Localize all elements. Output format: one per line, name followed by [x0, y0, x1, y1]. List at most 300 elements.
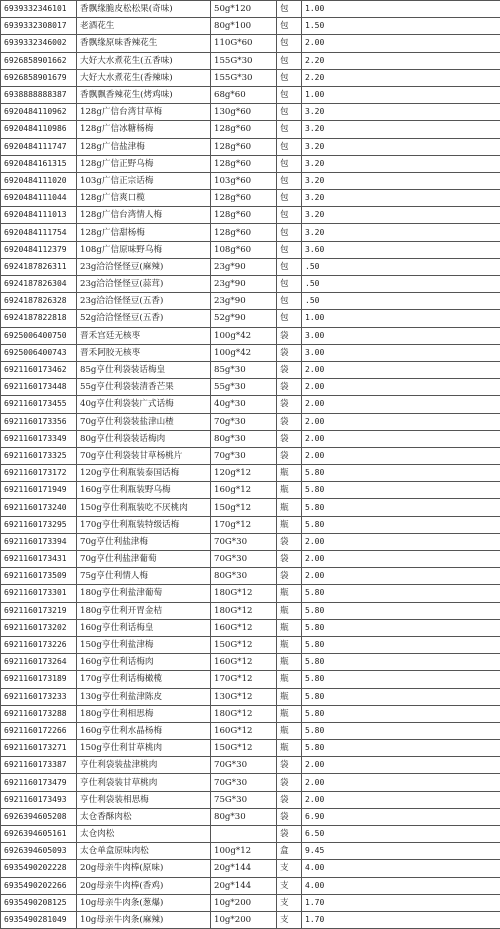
spec-cell: 128g*60: [211, 138, 277, 155]
unit-cell: 支: [277, 911, 302, 928]
unit-cell: 瓶: [277, 722, 302, 739]
unit-cell: 包: [277, 172, 302, 189]
unit-cell: 包: [277, 276, 302, 293]
price-cell: 2.20: [302, 69, 500, 86]
spec-cell: 128g*60: [211, 121, 277, 138]
spec-cell: 55g*30: [211, 379, 277, 396]
price-cell: 3.20: [302, 172, 500, 189]
unit-cell: 袋: [277, 791, 302, 808]
unit-cell: 支: [277, 894, 302, 911]
barcode-cell: 6920484111013: [1, 207, 77, 224]
spec-cell: [211, 826, 277, 843]
table-row: [1, 327, 500, 344]
price-cell: 2.00: [302, 774, 500, 791]
spec-cell: 150g*12: [211, 499, 277, 516]
product-name-cell: 170g亨仕利话梅橄榄: [77, 671, 211, 688]
spec-cell: 103g*60: [211, 172, 277, 189]
spec-cell: 150G*12: [211, 636, 277, 653]
price-cell: 2.00: [302, 568, 500, 585]
spec-cell: 80g*30: [211, 430, 277, 447]
table-row: [1, 413, 500, 430]
product-name-cell: 180g亨仕利相思梅: [77, 705, 211, 722]
barcode-cell: 6924187826311: [1, 258, 77, 275]
product-name-cell: 75g亨仕利情人梅: [77, 568, 211, 585]
table-row: [1, 671, 500, 688]
barcode-cell: 6920484111747: [1, 138, 77, 155]
table-row: [1, 35, 500, 52]
spec-cell: 170G*12: [211, 671, 277, 688]
product-name-cell: 10g母亲牛肉条(葱爆): [77, 894, 211, 911]
product-name-cell: 150g亨仕利瓶装吃不厌桃肉: [77, 499, 211, 516]
price-cell: .50: [302, 276, 500, 293]
spec-cell: 180G*12: [211, 705, 277, 722]
unit-cell: 瓶: [277, 465, 302, 482]
table-row: [1, 757, 500, 774]
spec-cell: 128g*60: [211, 190, 277, 207]
table-row: [1, 18, 500, 35]
barcode-cell: 6921160173202: [1, 619, 77, 636]
barcode-cell: 6921160172266: [1, 722, 77, 739]
product-name-cell: 103g广信正宗话梅: [77, 172, 211, 189]
barcode-cell: 6921160173226: [1, 636, 77, 653]
table-row: [1, 877, 500, 894]
barcode-cell: 6921160173479: [1, 774, 77, 791]
spec-cell: 85g*30: [211, 361, 277, 378]
price-cell: 2.00: [302, 757, 500, 774]
product-name-cell: 108g广信原味野乌梅: [77, 241, 211, 258]
unit-cell: 袋: [277, 568, 302, 585]
table-row: [1, 911, 500, 928]
price-cell: 3.20: [302, 138, 500, 155]
price-cell: 6.50: [302, 826, 500, 843]
unit-cell: 包: [277, 121, 302, 138]
product-name-cell: 150g亨仕利盐津梅: [77, 636, 211, 653]
barcode-cell: 6921160173264: [1, 654, 77, 671]
spec-cell: 40g*30: [211, 396, 277, 413]
product-name-cell: 160g亨仕利话梅肉: [77, 654, 211, 671]
price-cell: .50: [302, 258, 500, 275]
unit-cell: 包: [277, 52, 302, 69]
product-name-cell: 70g亨仕利盐津葡萄: [77, 551, 211, 568]
product-name-cell: 20g母亲牛肉棒(香鸡): [77, 877, 211, 894]
price-cell: 5.80: [302, 619, 500, 636]
product-name-cell: 太仓单盒原味肉松: [77, 843, 211, 860]
table-row: [1, 654, 500, 671]
price-cell: 2.00: [302, 396, 500, 413]
product-name-cell: 128g广信爽口榄: [77, 190, 211, 207]
product-name-cell: 128g广信台湾甘草梅: [77, 104, 211, 121]
barcode-cell: 6924187826328: [1, 293, 77, 310]
price-cell: 5.80: [302, 499, 500, 516]
table-row: [1, 207, 500, 224]
table-row: [1, 258, 500, 275]
spec-cell: 10g*200: [211, 911, 277, 928]
unit-cell: 袋: [277, 551, 302, 568]
spec-cell: 68g*60: [211, 86, 277, 103]
spec-cell: 155G*30: [211, 69, 277, 86]
spec-cell: 70G*30: [211, 774, 277, 791]
barcode-cell: 6920484111044: [1, 190, 77, 207]
product-name-cell: 128g广信台湾情人梅: [77, 207, 211, 224]
unit-cell: 支: [277, 860, 302, 877]
spec-cell: 10g*200: [211, 894, 277, 911]
price-cell: .50: [302, 293, 500, 310]
spec-cell: 120g*12: [211, 465, 277, 482]
spec-cell: 128g*60: [211, 224, 277, 241]
price-cell: 2.20: [302, 52, 500, 69]
barcode-cell: 6921160173288: [1, 705, 77, 722]
barcode-cell: 6935490281049: [1, 911, 77, 928]
table-row: [1, 894, 500, 911]
table-row: [1, 791, 500, 808]
barcode-cell: 6921160173219: [1, 602, 77, 619]
unit-cell: 包: [277, 86, 302, 103]
unit-cell: 包: [277, 258, 302, 275]
price-cell: 2.00: [302, 551, 500, 568]
product-name-cell: 23g洽洽怪怪豆(五香): [77, 293, 211, 310]
table-row: [1, 774, 500, 791]
price-cell: 9.45: [302, 843, 500, 860]
product-name-cell: 香飘飘香辣花生(烤鸡味): [77, 86, 211, 103]
barcode-cell: 6921160173493: [1, 791, 77, 808]
barcode-cell: 6926858901679: [1, 69, 77, 86]
barcode-cell: 6925006400743: [1, 344, 77, 361]
price-cell: 3.00: [302, 327, 500, 344]
barcode-cell: 6921160173172: [1, 465, 77, 482]
barcode-cell: 6921160173394: [1, 533, 77, 550]
table-row: [1, 224, 500, 241]
product-name-cell: 180g亨仕利盐津葡萄: [77, 585, 211, 602]
spec-cell: 70G*30: [211, 757, 277, 774]
price-cell: 2.00: [302, 430, 500, 447]
unit-cell: 包: [277, 18, 302, 35]
product-name-cell: 52g洽洽怪怪豆(五香): [77, 310, 211, 327]
spec-cell: 160g*12: [211, 482, 277, 499]
table-row: [1, 499, 500, 516]
spec-cell: 50g*120: [211, 1, 277, 18]
product-name-cell: 130g亨仕利盐津陈皮: [77, 688, 211, 705]
product-name-cell: 120g亨仕利瓶装泰国话梅: [77, 465, 211, 482]
product-name-cell: 55g亨仕利袋装清香芒果: [77, 379, 211, 396]
barcode-cell: 6920484161315: [1, 155, 77, 172]
spec-cell: 180G*12: [211, 602, 277, 619]
spec-cell: 160G*12: [211, 654, 277, 671]
spec-cell: 100g*42: [211, 327, 277, 344]
price-cell: 4.00: [302, 860, 500, 877]
barcode-cell: 6935490208125: [1, 894, 77, 911]
price-cell: 6.90: [302, 808, 500, 825]
product-name-cell: 160g亨仕利水晶杨梅: [77, 722, 211, 739]
unit-cell: 支: [277, 877, 302, 894]
product-name-cell: 128g广信正野乌梅: [77, 155, 211, 172]
unit-cell: 袋: [277, 327, 302, 344]
spec-cell: 23g*90: [211, 276, 277, 293]
spec-cell: 150G*12: [211, 740, 277, 757]
unit-cell: 包: [277, 155, 302, 172]
price-cell: 2.00: [302, 413, 500, 430]
table-row: [1, 69, 500, 86]
unit-cell: 包: [277, 241, 302, 258]
spec-cell: 70G*30: [211, 533, 277, 550]
spec-cell: 80g*100: [211, 18, 277, 35]
spec-cell: 52g*90: [211, 310, 277, 327]
price-cell: 3.20: [302, 190, 500, 207]
spec-cell: 20g*144: [211, 877, 277, 894]
unit-cell: 瓶: [277, 705, 302, 722]
table-row: [1, 619, 500, 636]
unit-cell: 包: [277, 1, 302, 18]
price-cell: 3.00: [302, 344, 500, 361]
barcode-cell: 6921160173271: [1, 740, 77, 757]
table-row: [1, 1, 500, 18]
table-row: [1, 430, 500, 447]
barcode-cell: 6921160173233: [1, 688, 77, 705]
table-row: [1, 121, 500, 138]
unit-cell: 包: [277, 224, 302, 241]
product-name-cell: 大好大水煮花生(五香味): [77, 52, 211, 69]
table-row: [1, 688, 500, 705]
table-row: [1, 104, 500, 121]
product-name-cell: 70g亨仕利盐津梅: [77, 533, 211, 550]
unit-cell: 瓶: [277, 585, 302, 602]
spec-cell: 70G*30: [211, 551, 277, 568]
barcode-cell: 6924187822818: [1, 310, 77, 327]
unit-cell: 瓶: [277, 499, 302, 516]
barcode-cell: 6926858901662: [1, 52, 77, 69]
product-name-cell: 23g洽洽怪怪豆(麻辣): [77, 258, 211, 275]
product-name-cell: 150g亨仕利甘草桃肉: [77, 740, 211, 757]
spec-cell: 23g*90: [211, 293, 277, 310]
price-cell: 1.00: [302, 1, 500, 18]
barcode-cell: 6920484110962: [1, 104, 77, 121]
unit-cell: 包: [277, 35, 302, 52]
unit-cell: 袋: [277, 757, 302, 774]
table-row: [1, 52, 500, 69]
unit-cell: 瓶: [277, 740, 302, 757]
spec-cell: 170g*12: [211, 516, 277, 533]
unit-cell: 包: [277, 310, 302, 327]
table-row: [1, 808, 500, 825]
table-row: [1, 276, 500, 293]
table-row: [1, 533, 500, 550]
unit-cell: 盒: [277, 843, 302, 860]
price-cell: 2.00: [302, 791, 500, 808]
unit-cell: 袋: [277, 447, 302, 464]
spec-cell: 23g*90: [211, 258, 277, 275]
price-cell: 5.80: [302, 722, 500, 739]
unit-cell: 瓶: [277, 636, 302, 653]
price-cell: 2.00: [302, 379, 500, 396]
unit-cell: 袋: [277, 826, 302, 843]
unit-cell: 袋: [277, 808, 302, 825]
table-row: [1, 705, 500, 722]
product-name-cell: 晋禾宫廷无核枣: [77, 327, 211, 344]
spec-cell: 180G*12: [211, 585, 277, 602]
price-cell: 3.20: [302, 104, 500, 121]
spec-cell: 160G*12: [211, 619, 277, 636]
unit-cell: 包: [277, 104, 302, 121]
barcode-cell: 6924187826304: [1, 276, 77, 293]
barcode-cell: 6925006400750: [1, 327, 77, 344]
barcode-cell: 6938888888387: [1, 86, 77, 103]
table-row: [1, 172, 500, 189]
price-cell: 1.70: [302, 911, 500, 928]
unit-cell: 瓶: [277, 654, 302, 671]
price-cell: 3.20: [302, 207, 500, 224]
barcode-cell: 6921160173325: [1, 447, 77, 464]
table-row: [1, 516, 500, 533]
table-row: [1, 826, 500, 843]
barcode-cell: 6921160173356: [1, 413, 77, 430]
barcode-cell: 6935490202228: [1, 860, 77, 877]
table-row: [1, 465, 500, 482]
spec-cell: 20g*144: [211, 860, 277, 877]
unit-cell: 袋: [277, 774, 302, 791]
product-name-cell: 128g广信甜杨梅: [77, 224, 211, 241]
barcode-cell: 6920484111020: [1, 172, 77, 189]
unit-cell: 瓶: [277, 671, 302, 688]
spec-cell: 128g*60: [211, 207, 277, 224]
unit-cell: 包: [277, 293, 302, 310]
unit-cell: 包: [277, 69, 302, 86]
barcode-cell: 6921160173462: [1, 361, 77, 378]
spec-cell: 100g*12: [211, 843, 277, 860]
price-cell: 2.00: [302, 361, 500, 378]
product-name-cell: 老酒花生: [77, 18, 211, 35]
barcode-cell: 6926394605208: [1, 808, 77, 825]
unit-cell: 袋: [277, 430, 302, 447]
price-cell: 2.00: [302, 533, 500, 550]
unit-cell: 瓶: [277, 482, 302, 499]
barcode-cell: 6921160171949: [1, 482, 77, 499]
product-name-cell: 香飘缘原味香辣花生: [77, 35, 211, 52]
unit-cell: 袋: [277, 533, 302, 550]
product-name-cell: 太仓肉松: [77, 826, 211, 843]
table-row: [1, 568, 500, 585]
product-name-cell: 180g亨仕利开胃金桔: [77, 602, 211, 619]
barcode-cell: 6920484112379: [1, 241, 77, 258]
product-name-cell: 晋禾阿胶无核枣: [77, 344, 211, 361]
barcode-cell: 6920484110986: [1, 121, 77, 138]
product-name-cell: 80g亨仕利袋装话梅肉: [77, 430, 211, 447]
unit-cell: 瓶: [277, 602, 302, 619]
spec-cell: 80g*30: [211, 808, 277, 825]
price-cell: 3.20: [302, 224, 500, 241]
spec-cell: 108g*60: [211, 241, 277, 258]
price-cell: 5.80: [302, 654, 500, 671]
spec-cell: 160G*12: [211, 722, 277, 739]
price-cell: 5.80: [302, 688, 500, 705]
table-row: [1, 843, 500, 860]
table-row: [1, 344, 500, 361]
price-cell: 5.80: [302, 636, 500, 653]
price-cell: 5.80: [302, 740, 500, 757]
table-row: [1, 602, 500, 619]
price-cell: 5.80: [302, 465, 500, 482]
price-cell: 5.80: [302, 602, 500, 619]
price-cell: 5.80: [302, 482, 500, 499]
table-row: [1, 155, 500, 172]
product-name-cell: 亨仕利袋装甘草桃肉: [77, 774, 211, 791]
unit-cell: 瓶: [277, 619, 302, 636]
barcode-cell: 6935490202266: [1, 877, 77, 894]
table-row: [1, 361, 500, 378]
table-row: [1, 585, 500, 602]
spec-cell: 100g*42: [211, 344, 277, 361]
table-row: [1, 241, 500, 258]
product-name-cell: 128g广信冰糖杨梅: [77, 121, 211, 138]
barcode-cell: 6921160173455: [1, 396, 77, 413]
product-name-cell: 70g亨仕利袋装盐津山楂: [77, 413, 211, 430]
spec-cell: 130G*12: [211, 688, 277, 705]
spec-cell: 70g*30: [211, 413, 277, 430]
table-row: [1, 722, 500, 739]
price-cell: 5.80: [302, 671, 500, 688]
price-cell: 1.50: [302, 18, 500, 35]
product-name-cell: 128g广信盐津梅: [77, 138, 211, 155]
price-cell: 2.00: [302, 35, 500, 52]
spec-cell: 128g*60: [211, 155, 277, 172]
product-name-cell: 20g母亲牛肉棒(原味): [77, 860, 211, 877]
unit-cell: 包: [277, 207, 302, 224]
price-cell: 1.70: [302, 894, 500, 911]
product-name-cell: 亨仕利袋装相思梅: [77, 791, 211, 808]
barcode-cell: 6921160173240: [1, 499, 77, 516]
product-name-cell: 160g亨仕利话梅皇: [77, 619, 211, 636]
price-cell: 3.20: [302, 121, 500, 138]
product-name-cell: 70g亨仕利袋装甘草杨桃片: [77, 447, 211, 464]
product-name-cell: 大好大水煮花生(香辣味): [77, 69, 211, 86]
price-cell: 1.00: [302, 310, 500, 327]
table-row: [1, 293, 500, 310]
barcode-cell: 6926394605161: [1, 826, 77, 843]
table-row: [1, 482, 500, 499]
table-row: [1, 860, 500, 877]
product-name-cell: 40g亨仕利袋装广式话梅: [77, 396, 211, 413]
spec-cell: 70g*30: [211, 447, 277, 464]
price-cell: 5.80: [302, 585, 500, 602]
table-row: [1, 551, 500, 568]
table-row: [1, 138, 500, 155]
unit-cell: 袋: [277, 344, 302, 361]
product-name-cell: 85g亨仕利袋装话梅皇: [77, 361, 211, 378]
spec-cell: 75G*30: [211, 791, 277, 808]
unit-cell: 袋: [277, 361, 302, 378]
unit-cell: 包: [277, 138, 302, 155]
barcode-cell: 6920484111754: [1, 224, 77, 241]
unit-cell: 袋: [277, 396, 302, 413]
product-name-cell: 10g母亲牛肉条(麻辣): [77, 911, 211, 928]
barcode-cell: 6921160173448: [1, 379, 77, 396]
barcode-cell: 6921160173509: [1, 568, 77, 585]
product-name-cell: 太仓香酥肉松: [77, 808, 211, 825]
barcode-cell: 6939332346101: [1, 1, 77, 18]
price-cell: 1.00: [302, 86, 500, 103]
unit-cell: 包: [277, 190, 302, 207]
spec-cell: 80G*30: [211, 568, 277, 585]
unit-cell: 瓶: [277, 516, 302, 533]
barcode-cell: 6921160173295: [1, 516, 77, 533]
barcode-cell: 6921160173431: [1, 551, 77, 568]
barcode-cell: 6939332308017: [1, 18, 77, 35]
product-name-cell: 160g亨仕利瓶装野乌梅: [77, 482, 211, 499]
price-cell: 2.00: [302, 447, 500, 464]
price-cell: 3.20: [302, 155, 500, 172]
barcode-cell: 6939332346002: [1, 35, 77, 52]
table-row: [1, 86, 500, 103]
table-row: [1, 447, 500, 464]
table-row: [1, 740, 500, 757]
